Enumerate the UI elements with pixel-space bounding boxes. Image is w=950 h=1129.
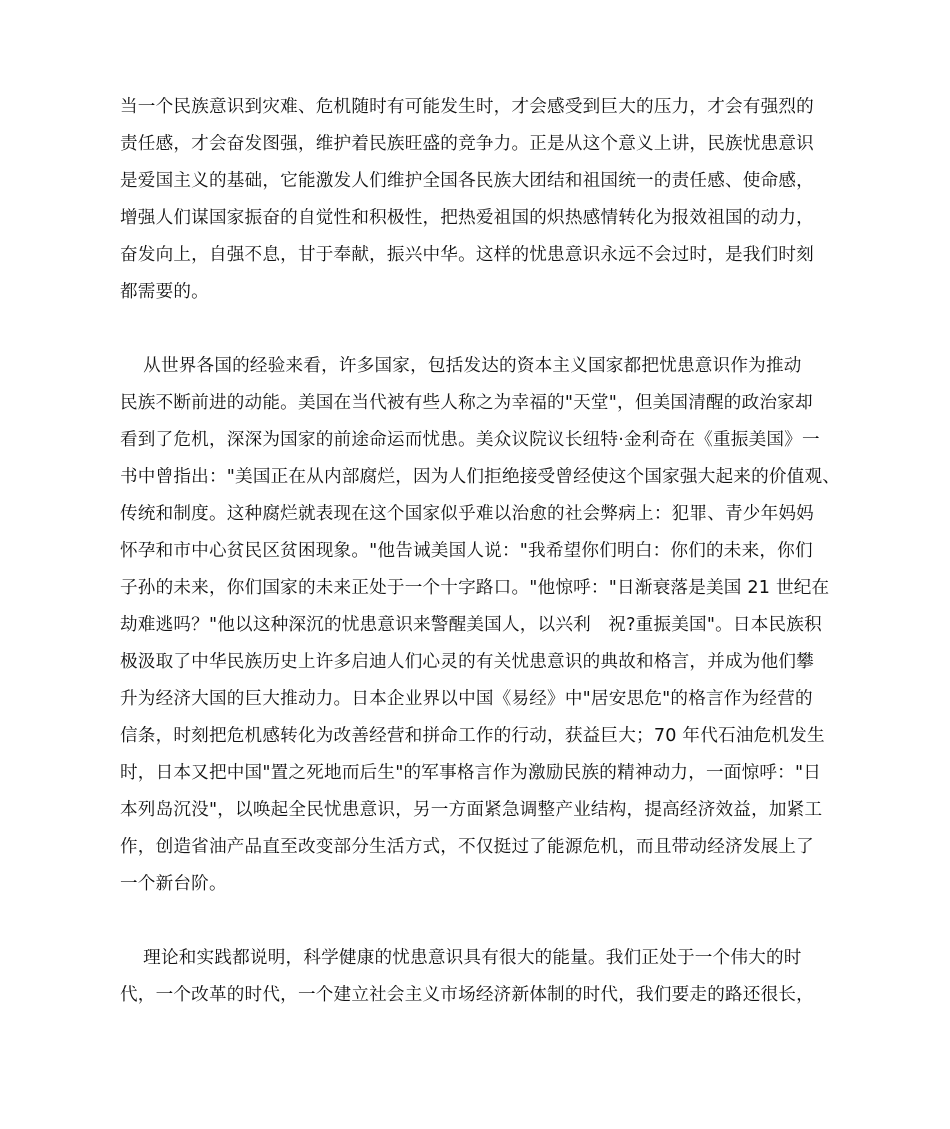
text-line: 极汲取了中华民族历史上许多启迪人们心灵的有关忧患意识的典故和格言，并成为他们攀: [120, 652, 814, 672]
text-line: 升为经济大国的巨大推动力。日本企业界以中国《易经》中"居安思危"的格言作为经营的: [120, 689, 813, 709]
text-line: 一个新台阶。: [120, 874, 227, 894]
text-line: 从世界各国的经验来看，许多国家，包括发达的资本主义国家都把忧患意识作为推动: [120, 356, 802, 376]
text-line: 都需要的。: [120, 282, 209, 302]
text-line: 责任感，才会奋发图强，维护着民族旺盛的竞争力。正是从这个意义上讲，民族忧患意识: [120, 134, 814, 154]
text-line: 是爱国主义的基础，它能激发人们维护全国各民族大团结和祖国统一的责任感、使命感，: [120, 171, 814, 191]
text-line: 子孙的未来，你们国家的未来正处于一个十字路口。"他惊呼："日渐衰落是美国 21 世纪在: [120, 578, 830, 598]
text-line: 增强人们谋国家振奋的自觉性和积极性，把热爱祖国的炽热感情转化为报效祖国的动力，: [120, 208, 814, 228]
paragraph-world-experience: [120, 348, 841, 903]
text-line: 民族不断前进的动能。美国在当代被有些人称之为幸福的"天堂"，但美国清醒的政治家却: [120, 393, 813, 413]
text-line: 时，日本又把中国"置之死地而后生"的军事格言作为激励民族的精神动力，一面惊呼："日: [120, 763, 822, 783]
text-line: 怀孕和市中心贫民区贫困现象。"他告诫美国人说："我希望你们明白：你们的未来，你们: [120, 541, 813, 561]
text-line: 本列岛沉没"，以唤起全民忧患意识，另一方面紧急调整产业结构，提高经济效益，加紧工: [120, 800, 823, 820]
text-line: 当一个民族意识到灾难、危机随时有可能发生时，才会感受到巨大的压力，才会有强烈的: [120, 97, 814, 117]
text-line: 劫难逃吗？"他以这种深沉的忧患意识来警醒美国人，以兴利 祝?重振美国"。日本民族积: [120, 615, 822, 635]
text-line: 理论和实践都说明，科学健康的忧患意识具有很大的能量。我们正处于一个伟大的时: [120, 948, 802, 968]
paragraph-conclusion: [120, 940, 832, 1014]
paragraph-responsibility: [120, 89, 832, 311]
text-line: 传统和制度。这种腐烂就表现在这个国家似乎难以治愈的社会弊病上：犯罪、青少年妈妈: [120, 504, 814, 524]
document-body: [120, 89, 841, 1014]
text-line: 代，一个改革的时代，一个建立社会主义市场经济新体制的时代，我们要走的路还很长，: [120, 985, 814, 1005]
text-line: 奋发向上，自强不息，甘于奉献，振兴中华。这样的忧患意识永远不会过时，是我们时刻: [120, 245, 814, 265]
text-line: 信条，时刻把危机感转化为改善经营和拼命工作的行动，获益巨大；70 年代石油危机发生: [120, 726, 825, 746]
text-line: 书中曾指出："美国正在从内部腐烂，因为人们拒绝接受曾经使这个国家强大起来的价值观、: [120, 467, 841, 487]
text-line: 看到了危机，深深为国家的前途命运而忧患。美众议院议长纽特·金利奇在《重振美国》一: [120, 430, 820, 450]
text-line: 作，创造省油产品直至改变部分生活方式，不仅挺过了能源危机，而且带动经济发展上了: [120, 837, 814, 857]
